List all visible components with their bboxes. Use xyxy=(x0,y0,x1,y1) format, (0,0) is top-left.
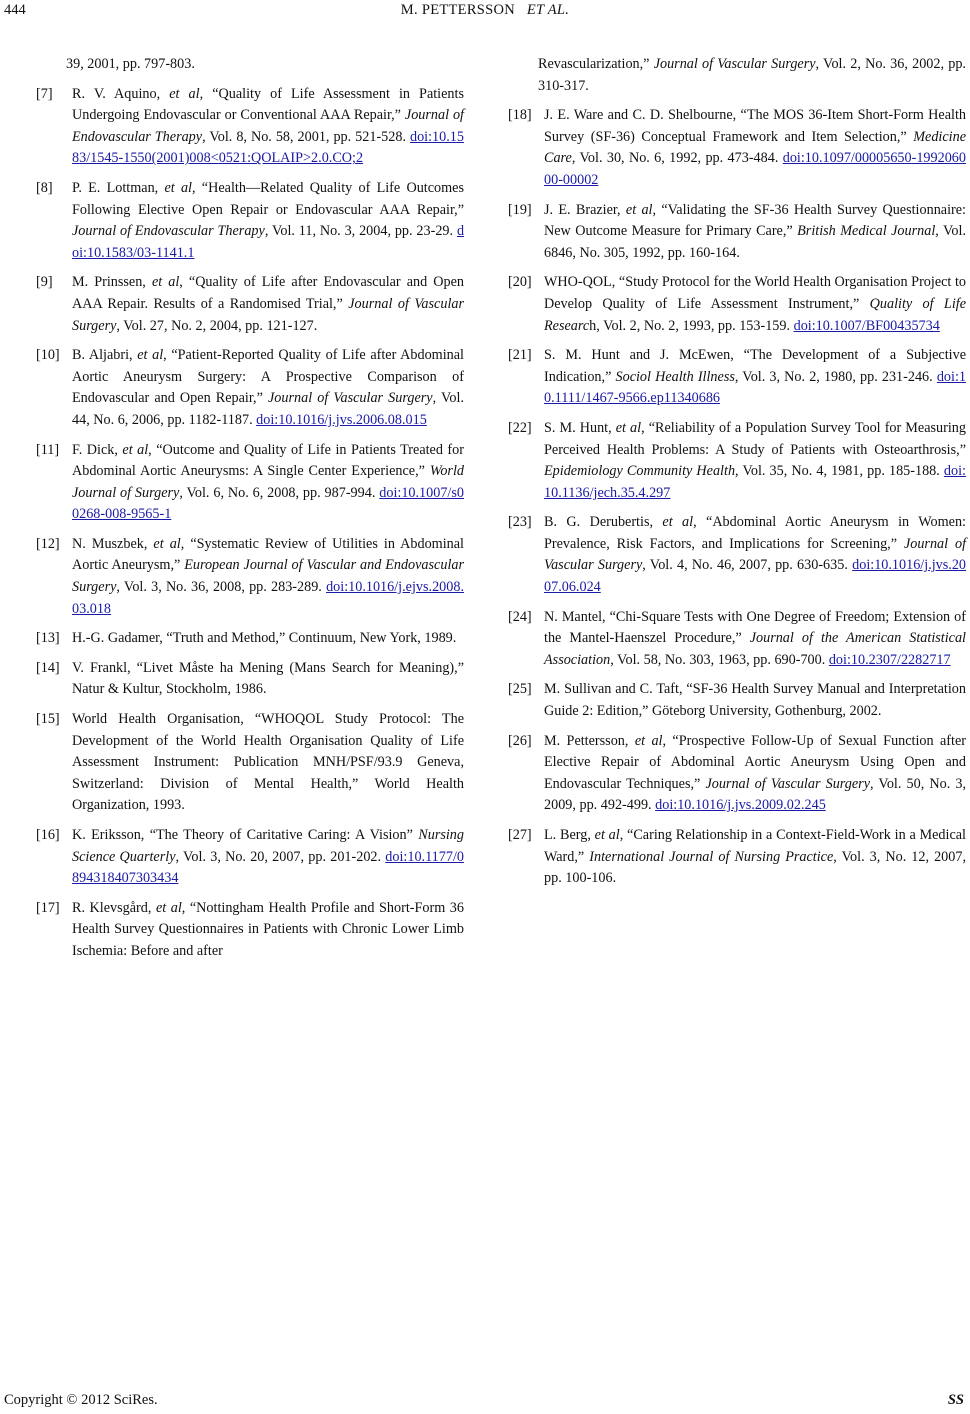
reference-list-left xyxy=(36,84,464,963)
reference-text: P. E. Lottman, xyxy=(72,179,165,196)
reference-number: [11] xyxy=(36,441,60,458)
reference-body xyxy=(72,84,464,170)
doi-link[interactable]: doi:10.1177/0894318407303434 xyxy=(72,848,464,887)
reference-italic-text: et al xyxy=(615,419,642,436)
reference-body xyxy=(72,898,464,963)
reference-item xyxy=(36,709,464,817)
reference-item xyxy=(508,345,966,410)
reference-text: , “Validating the SF-36 Health Survey Questionnaire: New Outcome Measure for Primary Care,” xyxy=(544,201,966,240)
reference-italic-text: Journal of Endovascular Therapy xyxy=(72,107,464,145)
reference-italic-text: Medicine Care xyxy=(544,128,966,167)
reference-text: , “Systematic Review of Utilities in Abdominal Aortic Aneurysm,” xyxy=(72,535,464,574)
reference-number: [21] xyxy=(508,347,532,364)
reference-text: Revascularization,” xyxy=(538,56,654,72)
reference-text: World Health Organisation, “WHOQOL Study Protocol: The Development of the World Health Organisation Quality of Life Assessment Instrument: Publication MNH/PSF/93.9 Geneva, Switzerland: Division of Mental Health,” World Health Organization, 1993. xyxy=(72,711,464,814)
page-header xyxy=(0,2,970,22)
reference-text: N. Mantel, “Chi-Square Tests with One Degree of Freedom; Extension of the Mantel-Haenszel Procedure,” xyxy=(544,608,966,647)
reference-text: S. M. Hunt, xyxy=(544,419,616,436)
reference-text: , “Quality of Life Assessment in Patients Undergoing Endovascular or Conventional AAA Repair,” xyxy=(72,85,464,124)
reference-continuation: 39, 2001, pp. 797-803. xyxy=(66,56,195,72)
reference-number: [8] xyxy=(36,179,53,196)
reference-number: [26] xyxy=(508,732,532,749)
reference-item xyxy=(36,345,464,431)
reference-item xyxy=(36,440,464,526)
reference-italic-text: Nursing Science Quarterly xyxy=(72,827,464,865)
doi-link[interactable]: doi:10.1016/j.jvs.2009.02.245 xyxy=(655,797,826,814)
reference-text: J. E. Brazier, xyxy=(544,201,626,218)
reference-number: [24] xyxy=(508,608,532,625)
reference-text: , Vol. 50, No. 3, 2009, pp. 492-499. xyxy=(544,775,966,814)
reference-text: M. Prinssen, xyxy=(72,274,152,291)
reference-number: [27] xyxy=(508,827,532,843)
reference-italic-text: British Medical Journal xyxy=(797,223,936,240)
reference-item xyxy=(508,607,966,672)
reference-text: , “Abdominal Aortic Aneurysm in Women: Prevalence, Risk Factors, and Implications for Screening,” xyxy=(544,514,966,552)
reference-item xyxy=(36,84,464,170)
left-column xyxy=(36,54,464,963)
reference-text: M. Pettersson, xyxy=(544,732,635,749)
reference-italic-text: Journal of Vascular Surgery xyxy=(705,775,870,792)
reference-text: , Vol. 58, No. 303, 1963, pp. 690-700. xyxy=(610,651,826,668)
reference-item xyxy=(36,534,464,620)
reference-text: , “Reliability of a Population Survey Tool for Measuring Perceived Health Problems: A Study of Patients with Osteoarthrosis,” xyxy=(544,419,966,458)
doi-link[interactable]: doi:10.1111/1467-9566.ep11340686 xyxy=(544,368,966,407)
reference-italic-text: et al xyxy=(662,514,694,531)
reference-text: , “Prospective Follow-Up of Sexual Function after Elective Repair of Abdominal Aortic Aneurysm Using Open and Endovascular Techniques,” xyxy=(544,732,966,792)
reference-text: , “Health—Related Quality of Life Outcomes Following Elective Open Repair or Endovascular AAA Repair,” xyxy=(72,179,464,218)
reference-body xyxy=(544,272,966,337)
reference-item xyxy=(508,731,966,817)
reference-item xyxy=(36,825,464,890)
reference-number: [12] xyxy=(36,535,60,552)
reference-body xyxy=(72,709,464,817)
reference-text: , Vol. 44, No. 6, 2006, pp. 1182-1187. xyxy=(72,390,464,428)
reference-text: , Vol. 27, No. 2, 2004, pp. 121-127. xyxy=(116,317,318,334)
reference-item xyxy=(36,272,464,337)
reference-body xyxy=(72,628,464,650)
doi-link[interactable]: doi:10.1016/j.ejvs.2008.03.018 xyxy=(72,579,464,617)
doi-link[interactable]: doi:10.1583/03-1141.1 xyxy=(72,223,465,261)
reference-text: , “Quality of Life after Endovascular and Open AAA Repair. Results of a Randomised Trial,” xyxy=(72,274,465,312)
reference-body xyxy=(544,731,966,817)
reference-text: J. E. Ware and C. D. Shelbourne, “The MOS 36-Item Short-Form Health Survey (SF-36) Conceptual Framework and Item Selection,” xyxy=(544,107,966,145)
reference-italic-text: Journal of Vascular Surgery xyxy=(72,295,464,334)
reference-item xyxy=(508,200,966,265)
reference-number: [20] xyxy=(508,274,532,291)
reference-text: , Vol. 2, No. 36, 2002, pp. 310-317. xyxy=(538,56,966,94)
doi-link[interactable]: doi:10.1016/j.jvs.2007.06.024 xyxy=(544,557,967,596)
copyright-notice: Copyright © 2012 SciRes. xyxy=(4,1392,158,1408)
reference-text: , Vol. 4, No. 46, 2007, pp. 630-635. xyxy=(642,557,848,574)
reference-italic-text: Quality of Life Researc xyxy=(544,295,967,334)
reference-text: M. Sullivan and C. Taft, “SF-36 Health Survey Manual and Interpretation Guide 2: Edition,” Göteborg University, Gothenburg, 2002. xyxy=(544,681,966,720)
reference-italic-text: Journal of Vascular Surgery xyxy=(544,535,967,574)
reference-number: [9] xyxy=(36,274,53,291)
doi-link[interactable]: doi:10.1016/j.jvs.2006.08.015 xyxy=(256,411,427,428)
running-head-et-al: ET AL. xyxy=(526,2,570,18)
reference-text: WHO-QOL, “Study Protocol for the World Health Organisation Project to Develop Quality of Life Assessment Instrument,” xyxy=(544,274,966,312)
reference-text: N. Muszbek, xyxy=(72,535,154,552)
reference-number: [22] xyxy=(508,419,532,436)
reference-body xyxy=(544,825,966,890)
reference-text: , Vol. 3, No. 36, 2008, pp. 283-289. xyxy=(116,579,322,596)
reference-text: , “Caring Relationship in a Context-Field-Work in a Medical Ward,” xyxy=(544,827,966,865)
running-head-author: M. PETTERSSON xyxy=(400,2,516,18)
reference-italic-text: Epidemiology Community Health xyxy=(544,463,736,480)
reference-body xyxy=(72,658,464,701)
reference-continuation-right xyxy=(508,54,966,97)
reference-text: , Vol. 3, No. 2, 1980, pp. 231-246. xyxy=(734,368,933,385)
reference-text: , “Patient-Reported Quality of Life after Abdominal Aortic Aneurysm Surgery: A Prospective Comparison of Endovascular and Open Repair,” xyxy=(72,347,464,407)
doi-link[interactable]: doi:10.1097/00005650-199206000-00002 xyxy=(544,150,966,188)
reference-item xyxy=(508,105,966,191)
reference-body xyxy=(544,345,966,410)
reference-number: [7] xyxy=(36,85,53,102)
reference-text: , Vol. 3, No. 20, 2007, pp. 201-202. xyxy=(175,848,382,865)
reference-italic-text: European Journal of Vascular and Endovascular Surgery xyxy=(72,557,464,596)
reference-italic-text: Journal of Vascular Surgery xyxy=(268,390,433,407)
reference-body xyxy=(544,105,966,191)
reference-body xyxy=(72,345,464,431)
reference-text: V. Frankl, “Livet Måste ha Mening (Mans Search for Meaning),” Natur & Kultur, Stockholm, 1986. xyxy=(72,659,464,698)
reference-italic-text: et al xyxy=(625,201,653,218)
reference-item xyxy=(508,825,966,890)
reference-italic-text: Sociol Health Illness xyxy=(615,368,735,385)
reference-text: B. Aljabri, xyxy=(72,347,138,364)
reference-body xyxy=(72,534,464,620)
reference-item xyxy=(36,658,464,701)
reference-italic-text: et al xyxy=(169,85,200,102)
reference-text: H.-G. Gadamer, “Truth and Method,” Continuum, New York, 1989. xyxy=(72,630,457,647)
reference-text: B. G. Derubertis, xyxy=(544,514,663,531)
reference-body xyxy=(72,825,464,890)
reference-italic-text: et al xyxy=(137,347,164,364)
reference-text: F. Dick, xyxy=(72,441,123,458)
reference-text: , Vol. 30, No. 6, 1992, pp. 473-484. xyxy=(571,150,779,167)
reference-text: S. M. Hunt and J. McEwen, “The Development of a Subjective Indication,” xyxy=(544,347,966,385)
doi-link[interactable]: doi:10.2307/2282717 xyxy=(828,651,951,668)
reference-body xyxy=(544,200,966,265)
right-column xyxy=(508,54,966,890)
reference-italic-text: World Journal of Surgery xyxy=(72,463,464,501)
reference-number: [19] xyxy=(508,201,532,218)
reference-italic-text: International Journal of Nursing Practice xyxy=(589,848,834,865)
reference-item xyxy=(508,272,966,337)
reference-text: , “Nottingham Health Profile and Short-Form 36 Health Survey Questionnaires in Patients with Chronic Lower Limb Ischemia: Before and after xyxy=(72,899,464,959)
reference-number: [15] xyxy=(36,711,60,728)
reference-body xyxy=(72,178,464,264)
reference-number: [13] xyxy=(36,630,60,647)
reference-item xyxy=(36,628,464,650)
reference-italic-text: et al xyxy=(164,179,192,196)
reference-body xyxy=(72,440,464,526)
reference-italic-text: et al xyxy=(155,899,182,916)
reference-text: , Vol. 11, No. 3, 2004, pp. 23-29. xyxy=(264,223,454,240)
reference-text: , “Outcome and Quality of Life in Patients Treated for Abdominal Aortic Aneurysms: A Single Center Experience,” xyxy=(72,441,464,480)
reference-text: , Vol. 6, No. 6, 2008, pp. 987-994. xyxy=(179,484,376,501)
doi-link[interactable]: doi:10.1007/BF00435734 xyxy=(793,317,940,334)
running-head xyxy=(0,2,970,19)
doi-link[interactable]: doi:10.1136/jech.35.4.297 xyxy=(544,463,966,501)
reference-body xyxy=(544,418,966,504)
reference-body xyxy=(544,679,966,722)
reference-number: [23] xyxy=(508,514,532,531)
reference-body xyxy=(544,607,966,672)
reference-text: , Vol. 8, No. 58, 2001, pp. 521-528. xyxy=(202,128,406,145)
reference-text: , Vol. 6846, No. 305, 1992, pp. 160-164. xyxy=(544,223,966,261)
reference-italic-text: et al xyxy=(151,274,180,291)
reference-italic-text: et al xyxy=(634,732,663,749)
reference-number: [25] xyxy=(508,681,532,698)
reference-item xyxy=(36,178,464,264)
reference-number: [17] xyxy=(36,899,60,916)
reference-italic-text: et al xyxy=(153,535,181,552)
reference-body xyxy=(544,512,966,598)
reference-item xyxy=(508,679,966,722)
reference-body xyxy=(72,272,464,337)
reference-text: , Vol. 35, No. 4, 1981, pp. 185-188. xyxy=(735,463,940,480)
reference-text: , Vol. 3, No. 12, 2007, pp. 100-106. xyxy=(544,848,966,887)
reference-italic-text: et al xyxy=(122,441,149,458)
reference-italic-text: Journal of Endovascular Therapy xyxy=(72,223,265,240)
journal-abbreviation: SS xyxy=(947,1392,964,1408)
reference-text: L. Berg, xyxy=(544,827,595,843)
reference-item xyxy=(508,512,966,598)
reference-italic-text: et al xyxy=(594,827,620,843)
reference-text: R. V. Aquino, xyxy=(72,85,170,102)
reference-text: K. Eriksson, “The Theory of Caritative Caring: A Vision” xyxy=(72,827,419,843)
reference-item xyxy=(508,418,966,504)
reference-text: R. Klevsgård, xyxy=(72,899,156,916)
reference-number: [18] xyxy=(508,107,532,124)
reference-number: [16] xyxy=(36,827,60,843)
reference-number: [14] xyxy=(36,659,60,676)
reference-number: [10] xyxy=(36,347,60,364)
doi-link[interactable]: doi:10.1583/1545-1550(2001)008<0521:QOLAIP>2.0.CO;2 xyxy=(72,128,464,167)
reference-item xyxy=(36,898,464,963)
doi-link[interactable]: doi:10.1007/s00268-008-9565-1 xyxy=(72,484,464,523)
reference-italic-text: Journal of Vascular Surgery xyxy=(653,56,816,72)
reference-text: h, Vol. 2, No. 2, 1993, pp. 153-159. xyxy=(589,317,791,334)
reference-list-right xyxy=(508,105,966,890)
page-number: 444 xyxy=(4,2,26,18)
reference-italic-text: Journal of the American Statistical Association xyxy=(544,630,966,668)
